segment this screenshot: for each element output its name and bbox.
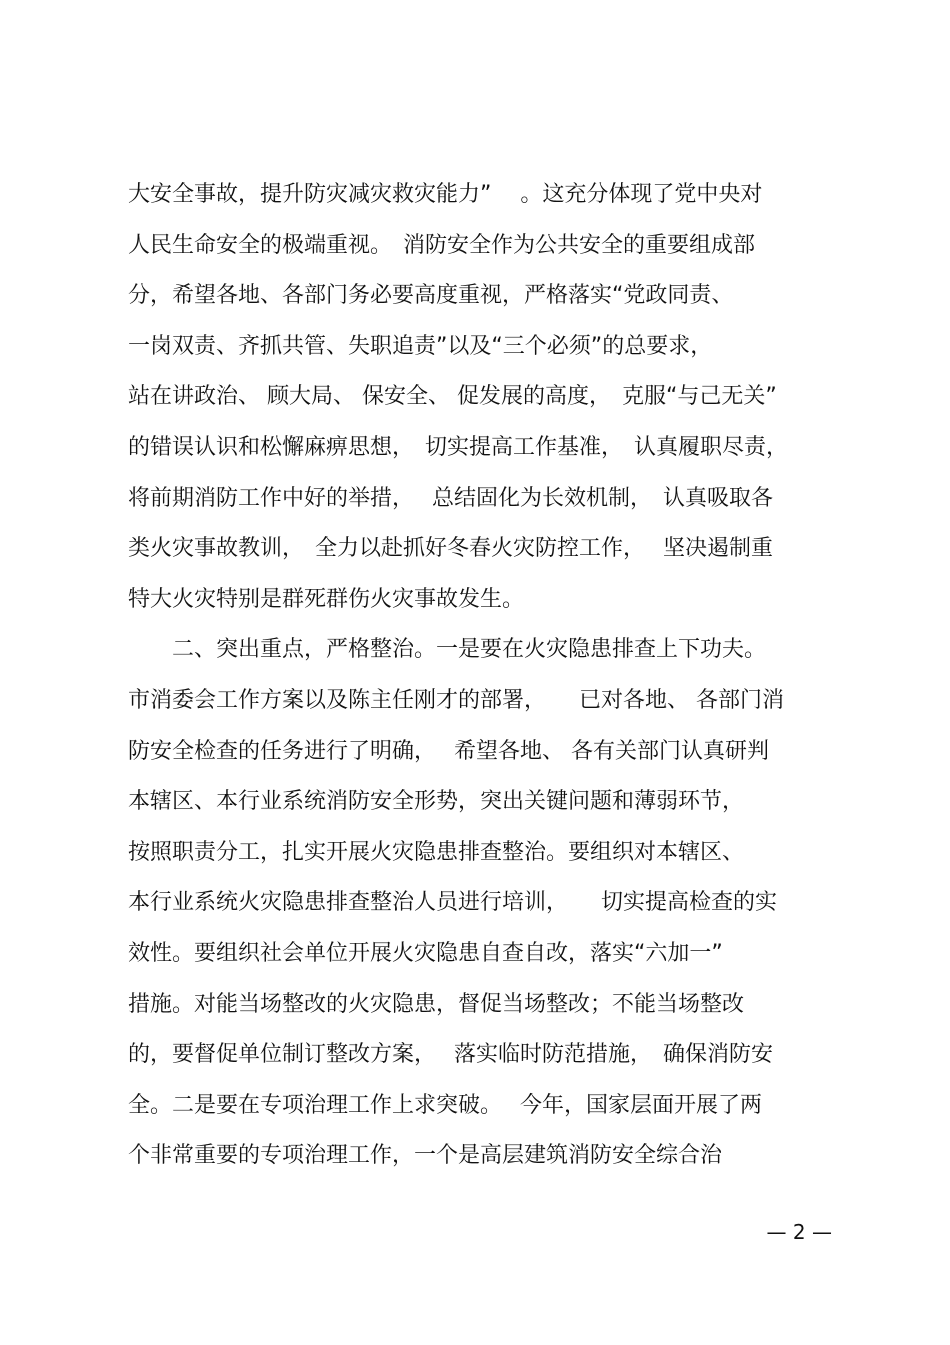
text-line: 按照职责分工，扎实开展火灾隐患排查整治。要组织对本辖区、: [128, 839, 745, 865]
text-line: 的，要督促单位制订整改方案， 落实临时防范措施， 确保消防安: [128, 1042, 773, 1068]
body-text: [128, 170, 828, 1182]
text-line: 个非常重要的专项治理工作，一个是高层建筑消防安全综合治: [128, 1143, 723, 1169]
text-line: 一岗双责、齐抓共管、失职追责”以及“三个必须”的总要求，: [128, 333, 713, 359]
text-line: 大安全事故，提升防灾减灾救灾能力” 。这充分体现了党中央对: [128, 182, 763, 207]
text-line: 本辖区、本行业系统消防安全形势，突出关键问题和薄弱环节，: [128, 789, 745, 815]
text-line: 防安全检查的任务进行了明确， 希望各地、 各有关部门认真研判: [128, 738, 769, 764]
text-line: 二、突出重点，严格整治。一是要在火灾隐患排查上下功夫。: [128, 637, 767, 663]
text-line: 人民生命安全的极端重视。 消防安全作为公共安全的重要组成部: [128, 232, 756, 258]
text-line: 特大火灾特别是群死群伤火灾事故发生。: [128, 586, 525, 612]
text-line: 措施。对能当场整改的火灾隐患，督促当场整改；不能当场整改: [128, 991, 745, 1017]
text-line: 全。二是要在专项治理工作上求突破。 今年，国家层面开展了两: [128, 1092, 762, 1118]
text-line: 将前期消防工作中好的举措， 总结固化为长效机制， 认真吸取各: [128, 485, 773, 511]
page-number: — 2 —: [766, 1220, 832, 1244]
text-line: 市消委会工作方案以及陈主任刚才的部署， 已对各地、 各部门消: [128, 687, 784, 713]
text-line: 本行业系统火灾隐患排查整治人员进行培训， 切实提高检查的实: [128, 890, 778, 916]
text-line: 分，希望各地、各部门务必要高度重视，严格落实“党政同责、: [128, 283, 734, 309]
text-line: 的错误认识和松懈麻痹思想， 切实提高工作基准， 认真履职尽责，: [128, 434, 789, 460]
text-line: 站在讲政治、 顾大局、 保安全、 促发展的高度， 克服“与己无关”: [128, 384, 777, 410]
text-line: 效性。要组织社会单位开展火灾隐患自查自改，落实“六加一”: [128, 940, 723, 966]
text-line: 类火灾事故教训， 全力以赴抓好冬春火灾防控工作， 坚决遏制重: [128, 536, 773, 562]
